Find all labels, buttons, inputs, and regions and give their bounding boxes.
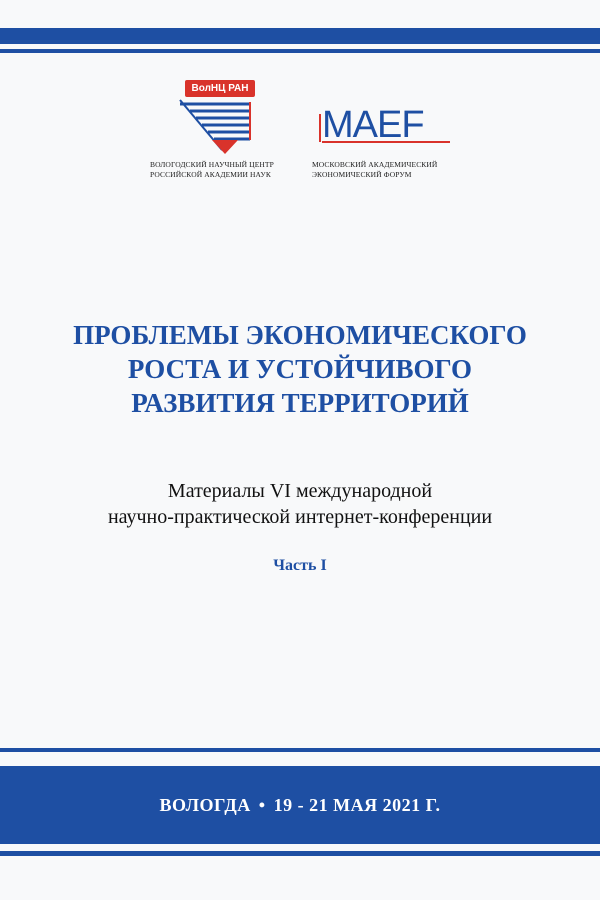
top-decorative-bar [0, 28, 600, 44]
document-subtitle [0, 478, 600, 530]
maef-caption-line1: МОСКОВСКИЙ АКАДЕМИЧЕСКИЙ [312, 160, 438, 169]
maef-caption-line2: ЭКОНОМИЧЕСКИЙ ФОРУМ [312, 169, 412, 179]
maef-logo [300, 80, 460, 179]
maef-wordmark: MAEF [322, 104, 424, 146]
title-line1: ПРОБЛЕМЫ ЭКОНОМИЧЕСКОГО [73, 320, 527, 350]
volnc-caption-line1: ВОЛОГОДСКИЙ НАУЧНЫЙ ЦЕНТР [150, 160, 274, 169]
footer-city: ВОЛОГДА [159, 794, 251, 815]
volnc-caption-line2: РОССИЙСКОЙ АКАДЕМИИ НАУК [150, 169, 271, 179]
volnc-ran-caption [150, 160, 300, 179]
part-label: Часть I [273, 557, 327, 574]
maef-caption [312, 160, 462, 179]
footer-band [0, 766, 600, 844]
footer-dates: 19 - 21 МАЯ 2021 Г. [273, 794, 441, 815]
bottom-decorative-line-2 [0, 851, 600, 856]
bottom-decorative-line [0, 748, 600, 752]
footer-separator: • [258, 794, 266, 815]
title-line3: РАЗВИТИЯ ТЕРРИТОРИЙ [131, 388, 469, 418]
subtitle-line2: научно-практической интернет-конференции [107, 506, 493, 528]
volnc-ran-badge-text: ВолНЦ РАН [191, 83, 249, 94]
title-line2: РОСТА И УСТОЙЧИВОГО [127, 354, 473, 384]
top-decorative-line [0, 49, 600, 53]
volnc-ran-logo [150, 80, 290, 179]
subtitle-line1: Материалы VI международной [167, 480, 433, 502]
document-title [0, 318, 600, 420]
